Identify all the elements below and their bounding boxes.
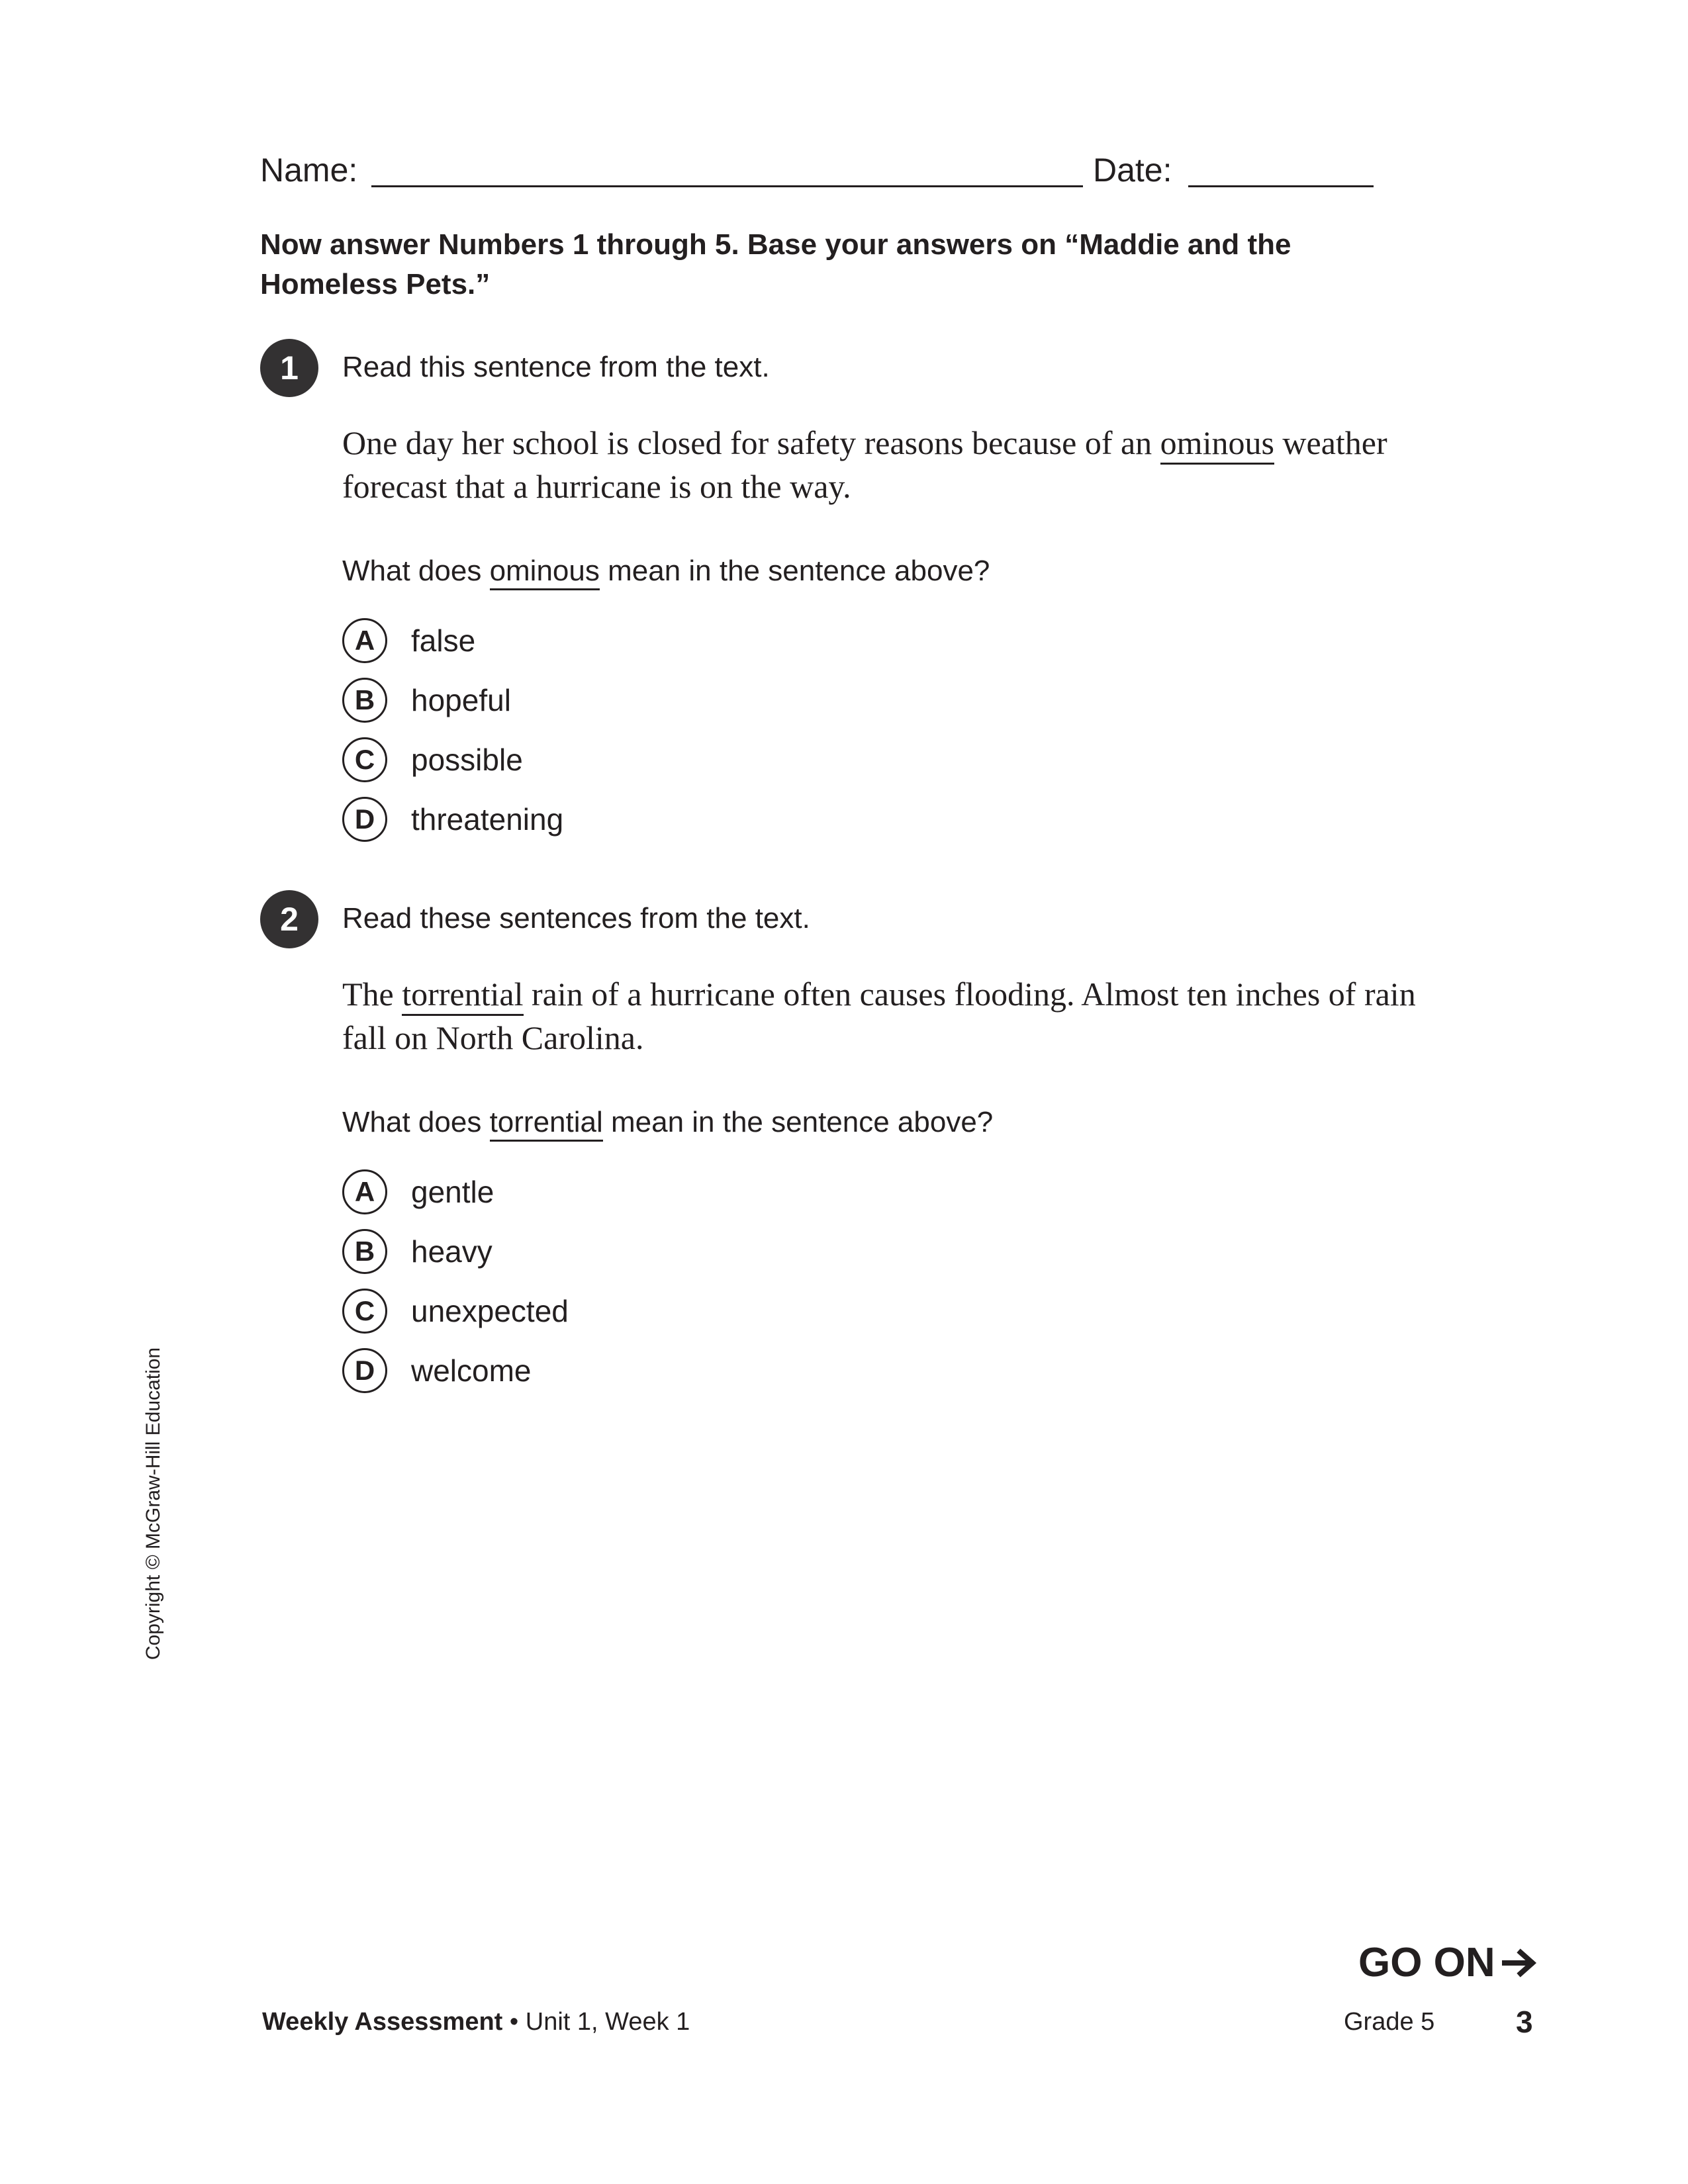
passage-text: One day her school is closed for safety reasons because of an bbox=[342, 424, 1160, 461]
answer-text: false bbox=[411, 623, 476, 658]
name-label: Name: bbox=[260, 152, 358, 189]
answer-bubble[interactable]: D bbox=[342, 797, 387, 842]
answer-text: gentle bbox=[411, 1175, 494, 1209]
answer-choice-b[interactable] bbox=[342, 1226, 569, 1277]
answer-bubble[interactable]: C bbox=[342, 737, 387, 782]
answer-text: unexpected bbox=[411, 1294, 569, 1328]
vocabulary-word: ominous bbox=[490, 555, 600, 590]
vocabulary-word: torrential bbox=[402, 976, 523, 1016]
grade-label: Grade 5 bbox=[1344, 2008, 1435, 2036]
answer-text: threatening bbox=[411, 802, 564, 837]
go-on-indicator bbox=[1358, 1939, 1538, 1986]
vocabulary-word: torrential bbox=[490, 1106, 603, 1142]
passage-text: The bbox=[342, 976, 402, 1013]
unit-week: Unit 1, Week 1 bbox=[525, 2008, 690, 2036]
question-prompt: Read this sentence from the text. bbox=[342, 351, 770, 383]
answer-bubble[interactable]: A bbox=[342, 1169, 387, 1214]
answer-choice-d[interactable] bbox=[342, 1345, 569, 1396]
arrow-right-icon bbox=[1502, 1947, 1538, 1979]
separator: • bbox=[502, 2008, 526, 2036]
answer-bubble[interactable]: B bbox=[342, 1229, 387, 1274]
answer-bubble[interactable]: A bbox=[342, 618, 387, 663]
vocabulary-word: ominous bbox=[1160, 424, 1274, 465]
passage-excerpt bbox=[342, 421, 1428, 508]
answer-text: welcome bbox=[411, 1353, 532, 1388]
answer-choice-a[interactable] bbox=[342, 1167, 569, 1217]
name-date-row bbox=[260, 151, 1385, 197]
answer-text: heavy bbox=[411, 1234, 492, 1269]
answer-choice-c[interactable] bbox=[342, 1286, 569, 1336]
passage-text: rain of a hurricane often causes flooding. Almost ten inches of rain fall on North Carolina. bbox=[342, 976, 1416, 1056]
answer-choices bbox=[342, 615, 563, 844]
directions: Now answer Numbers 1 through 5. Base your answers on “Maddie and the Homeless Pets.” bbox=[260, 228, 1291, 300]
name-field[interactable] bbox=[371, 185, 1083, 187]
assessment-title: Weekly Assessment bbox=[262, 2008, 503, 2036]
answer-bubble[interactable]: C bbox=[342, 1289, 387, 1334]
passage-text: weather forecast that a hurricane is on the way. bbox=[342, 424, 1387, 505]
date-label: Date: bbox=[1093, 152, 1172, 189]
copyright-notice: Copyright © McGraw-Hill Education bbox=[142, 1347, 164, 1661]
question-text: What does ominous mean in the sentence above? bbox=[342, 555, 990, 588]
question-number-badge: 1 bbox=[260, 339, 318, 397]
answer-choices bbox=[342, 1167, 569, 1396]
answer-bubble[interactable]: D bbox=[342, 1348, 387, 1393]
footer-assessment bbox=[262, 2008, 690, 2036]
question-number-badge: 2 bbox=[260, 890, 318, 948]
passage-excerpt bbox=[342, 972, 1428, 1060]
answer-choice-b[interactable] bbox=[342, 675, 563, 725]
answer-choice-a[interactable] bbox=[342, 615, 563, 666]
answer-text: possible bbox=[411, 743, 523, 777]
question-prompt: Read these sentences from the text. bbox=[342, 902, 810, 934]
answer-choice-c[interactable] bbox=[342, 735, 563, 785]
answer-choice-d[interactable] bbox=[342, 794, 563, 844]
date-field[interactable] bbox=[1188, 185, 1374, 187]
question-text: What does torrential mean in the sentence above? bbox=[342, 1106, 993, 1139]
page-number: 3 bbox=[1516, 2005, 1533, 2039]
go-on-label: GO ON bbox=[1358, 1940, 1495, 1985]
answer-bubble[interactable]: B bbox=[342, 678, 387, 723]
answer-text: hopeful bbox=[411, 683, 511, 717]
